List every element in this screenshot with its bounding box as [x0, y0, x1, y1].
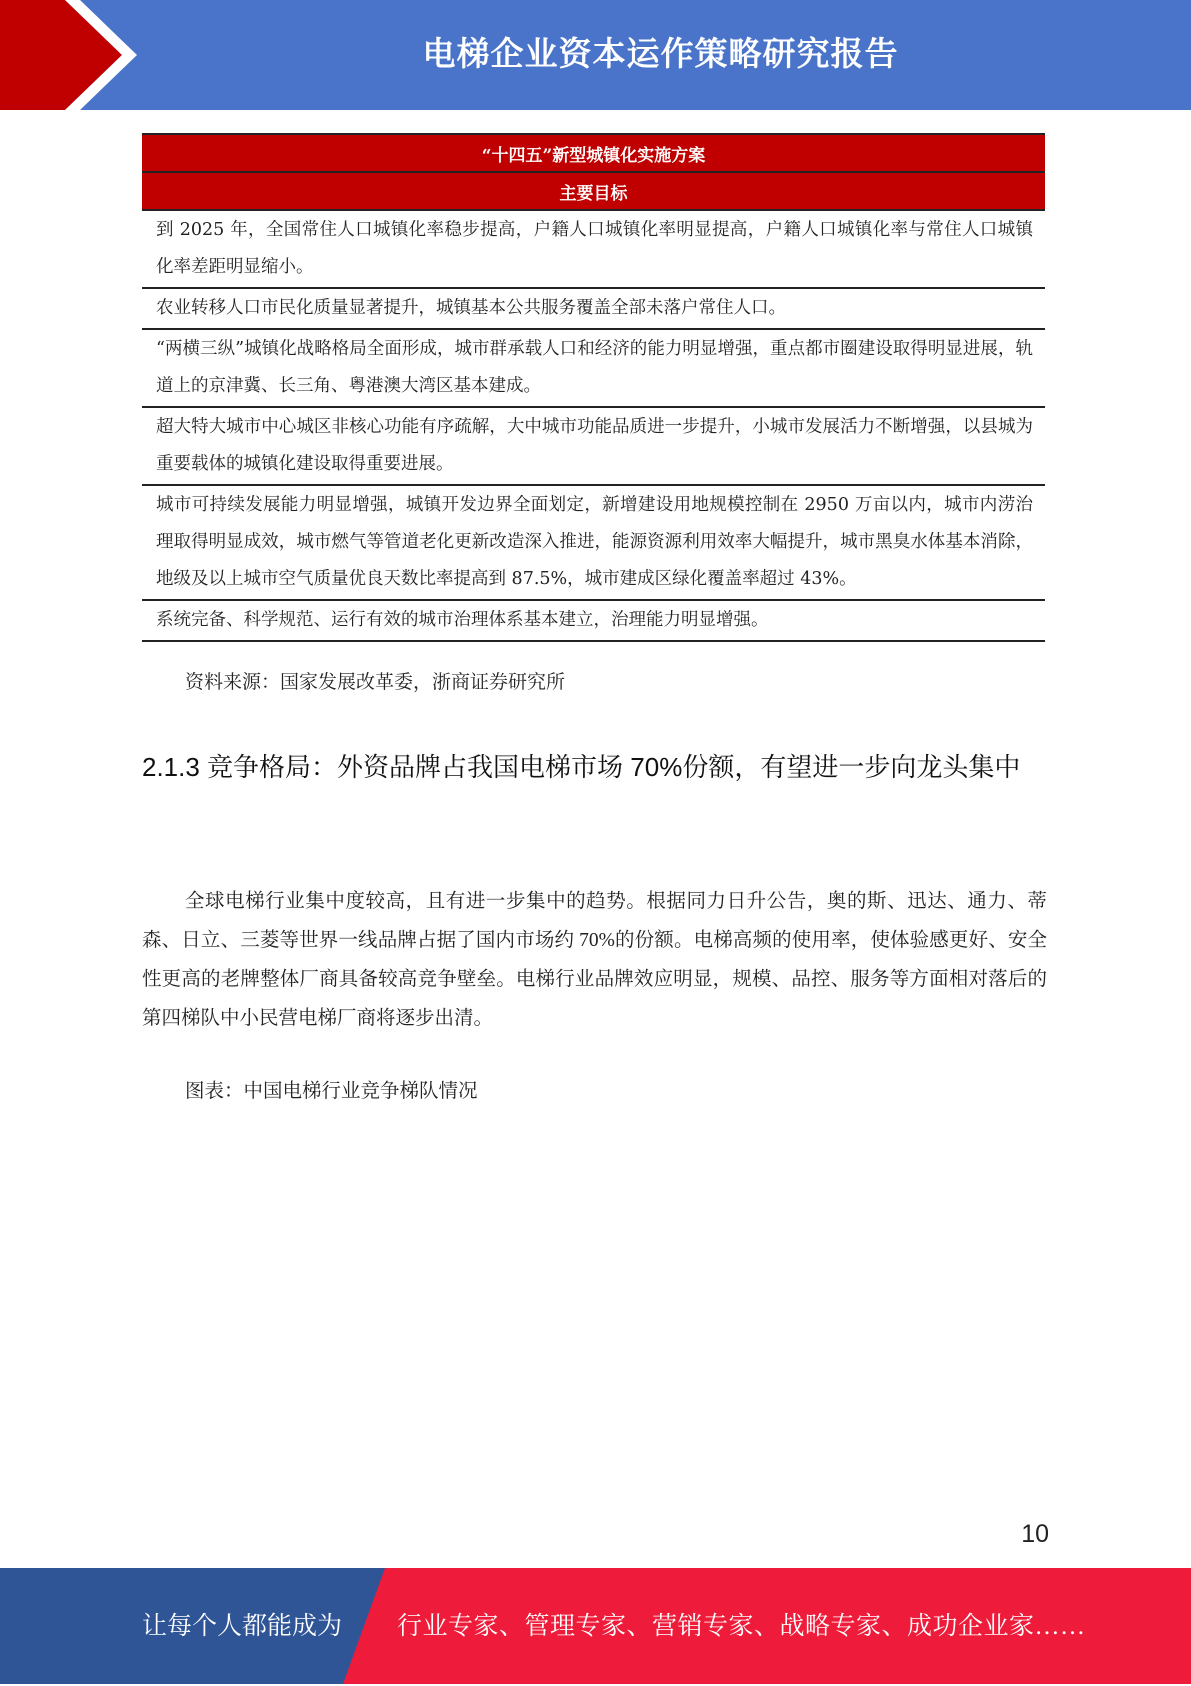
table-title: “十四五”新型城镇化实施方案 [142, 134, 1045, 172]
page-number: 10 [1021, 1520, 1049, 1548]
table-cell: 城市可持续发展能力明显增强，城镇开发边界全面划定，新增建设用地规模控制在 2950 万亩以内，城市内涝治理取得明显成效，城市燃气等管道老化更新改造深入推进，能源资源利用效率大幅提升，城市黑臭水体基本消除，地级及以上城市空气质量优良天数比率提高到 87.5%，城市建成区绿化覆盖率超过 43%。 [142, 485, 1045, 600]
table-title-row [142, 134, 1045, 172]
footer-slogan-right: 行业专家、管理专家、营销专家、战略专家、成功企业家…… [397, 1613, 1086, 1640]
footer-slogan-left: 让每个人都能成为 [142, 1613, 343, 1640]
section-heading: 2.1.3 竞争格局：外资品牌占我国电梯市场 70%份额，有望进一步向龙头集中 [142, 752, 1021, 782]
table-row [142, 329, 1045, 407]
table-row [142, 600, 1045, 641]
body-paragraph: 全球电梯行业集中度较高，且有进一步集中的趋势。根据同力日升公告，奥的斯、迅达、通力、蒂森、日立、三菱等世界一线品牌占据了国内市场约 70%的份额。电梯高频的使用率，使体验感更好、安全性更高的老牌整体厂商具备较高竞争壁垒。电梯行业品牌效应明显，规模、品控、服务等方面相对落后的第四梯队中小民营电梯厂商将逐步出清。 [142, 891, 1047, 1029]
table-cell: 到 2025 年，全国常住人口城镇化率稳步提高，户籍人口城镇化率明显提高，户籍人口城镇化率与常住人口城镇化率差距明显缩小。 [142, 210, 1045, 288]
table-cell: 农业转移人口市民化质量显著提升，城镇基本公共服务覆盖全部未落户常住人口。 [142, 288, 1045, 329]
table-cell: 系统完备、科学规范、运行有效的城市治理体系基本建立，治理能力明显增强。 [142, 600, 1045, 641]
table-cell: “两横三纵”城镇化战略格局全面形成，城市群承载人口和经济的能力明显增强，重点都市圈建设取得明显进展，轨道上的京津冀、长三角、粤港澳大湾区基本建成。 [142, 329, 1045, 407]
table-row [142, 485, 1045, 600]
table-subtitle: 主要目标 [142, 172, 1045, 210]
table-cell: 超大特大城市中心城区非核心功能有序疏解，大中城市功能品质进一步提升，小城市发展活力不断增强，以县城为重要载体的城镇化建设取得重要进展。 [142, 407, 1045, 485]
table-row [142, 407, 1045, 485]
table-subtitle-row [142, 172, 1045, 210]
header-title: 电梯企业资本运作策略研究报告 [422, 34, 899, 73]
page-footer [0, 1568, 1191, 1684]
page-header [0, 0, 1191, 110]
table-source-note: 资料来源：国家发展改革委，浙商证券研究所 [185, 672, 566, 693]
table-row [142, 288, 1045, 329]
figure-caption: 图表：中国电梯行业竞争梯队情况 [185, 1081, 478, 1102]
header-arrow-accent [0, 0, 150, 110]
goals-table [142, 133, 1045, 642]
table-row [142, 210, 1045, 288]
